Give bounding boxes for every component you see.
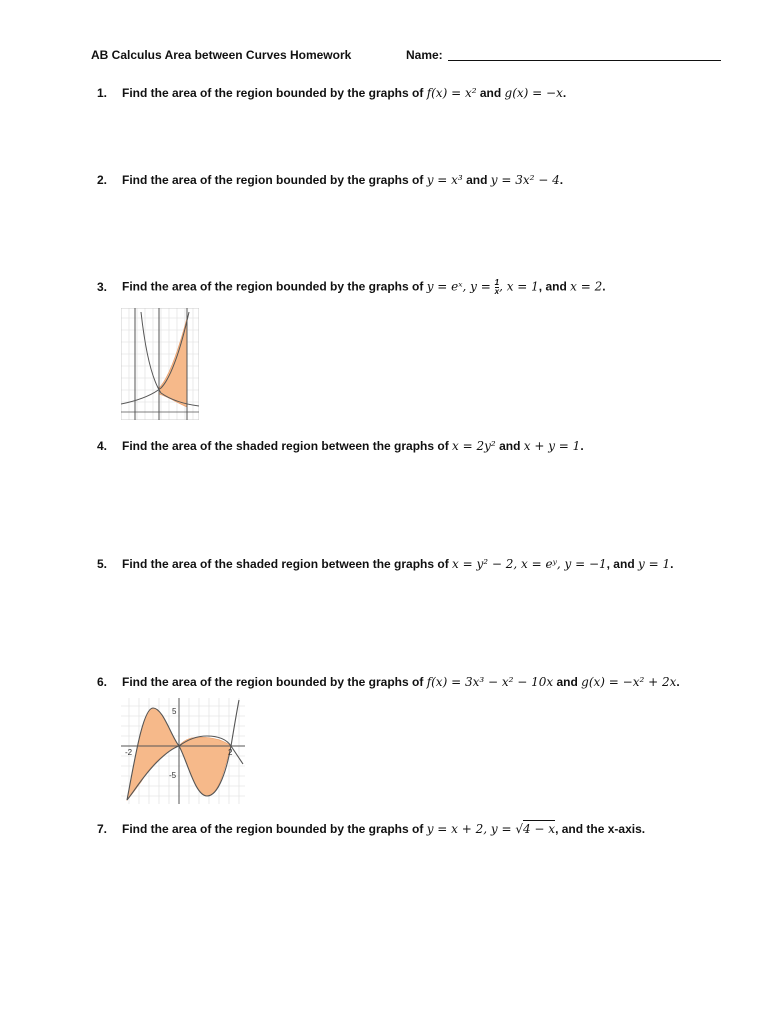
problem-text: Find the area of the region bounded by the graphs of [122,822,427,836]
problem-5 [97,557,673,571]
x-tick-label-positive: 2 [228,748,233,757]
problem-number: 6. [97,675,108,689]
problem-text: Find the area of the shaded region between the graphs of [122,557,453,571]
problem-1 [97,86,566,100]
problem-end: . [670,557,674,571]
math-expression: y = eˣ, y = [426,279,495,294]
problem-number: 1. [97,86,108,100]
problem-6 [97,675,680,689]
problem-text: Find the area of the region bounded by the graphs of [122,173,427,187]
problem-7 [97,822,645,836]
math-expression: g(x) = −x² + 2x [581,675,677,689]
math-expression: y = x + 2, y = [426,822,516,836]
problem-number: 2. [97,173,108,187]
problem-connector: and [553,675,582,689]
math-expression: , x = 1 [499,279,539,294]
worksheet-header [91,48,731,66]
problem-connector: , and [606,557,638,571]
problem-end: . [580,439,584,453]
graph-problem-3 [121,308,199,420]
worksheet-title: AB Calculus Area between Curves Homework [91,48,352,62]
math-expression: x = y² − 2, x = eʸ, y = −1 [452,557,607,571]
problem-connector: and [476,86,505,100]
problem-connector: , and [538,279,571,294]
name-label: Name: [406,48,443,62]
math-expression: f(x) = x² [426,86,477,100]
problem-end: . [562,86,567,100]
graph-problem-6 [121,698,245,804]
math-expression: x = 2y² [452,439,496,453]
problem-end: . [676,675,680,689]
problem-text: Find the area of the region bounded by the graphs of [122,86,427,100]
problem-text: Find the area of the shaded region between the graphs of [122,439,453,453]
problem-number: 3. [97,279,108,294]
problem-connector: , and the x-axis. [555,822,646,836]
math-expression: x = 2 [570,279,603,294]
problem-connector: and [462,173,491,187]
problem-number: 5. [97,557,108,571]
y-tick-label-negative: -5 [169,771,177,780]
problem-number: 4. [97,439,108,453]
math-expression: y = x³ [426,173,463,187]
fraction-numerator: 1 [494,278,500,287]
problem-text: Find the area of the region bounded by the graphs of [122,675,427,689]
y-tick-label-positive: 5 [172,707,177,716]
sqrt-symbol: √ [515,822,523,836]
problem-connector: and [495,439,524,453]
shaded-region [159,318,187,407]
problem-4 [97,439,584,453]
problem-number: 7. [97,822,108,836]
fraction-denominator: x [494,287,500,296]
math-expression: y = 3x² − 4 [490,173,560,187]
math-expression: y = 1 [637,557,671,571]
problem-3 [97,279,606,296]
math-expression: x + y = 1 [523,439,581,453]
x-tick-label-negative: -2 [125,748,133,757]
problem-2 [97,173,563,187]
problem-text: Find the area of the region bounded by the graphs of [122,279,427,294]
sqrt-radicand: 4 − x [522,822,556,836]
problem-end: . [559,173,564,187]
problem-end: . [602,279,606,294]
math-expression: f(x) = 3x³ − x² − 10x [426,675,554,689]
name-blank-line[interactable] [448,60,721,61]
math-expression: g(x) = −x [504,86,563,100]
